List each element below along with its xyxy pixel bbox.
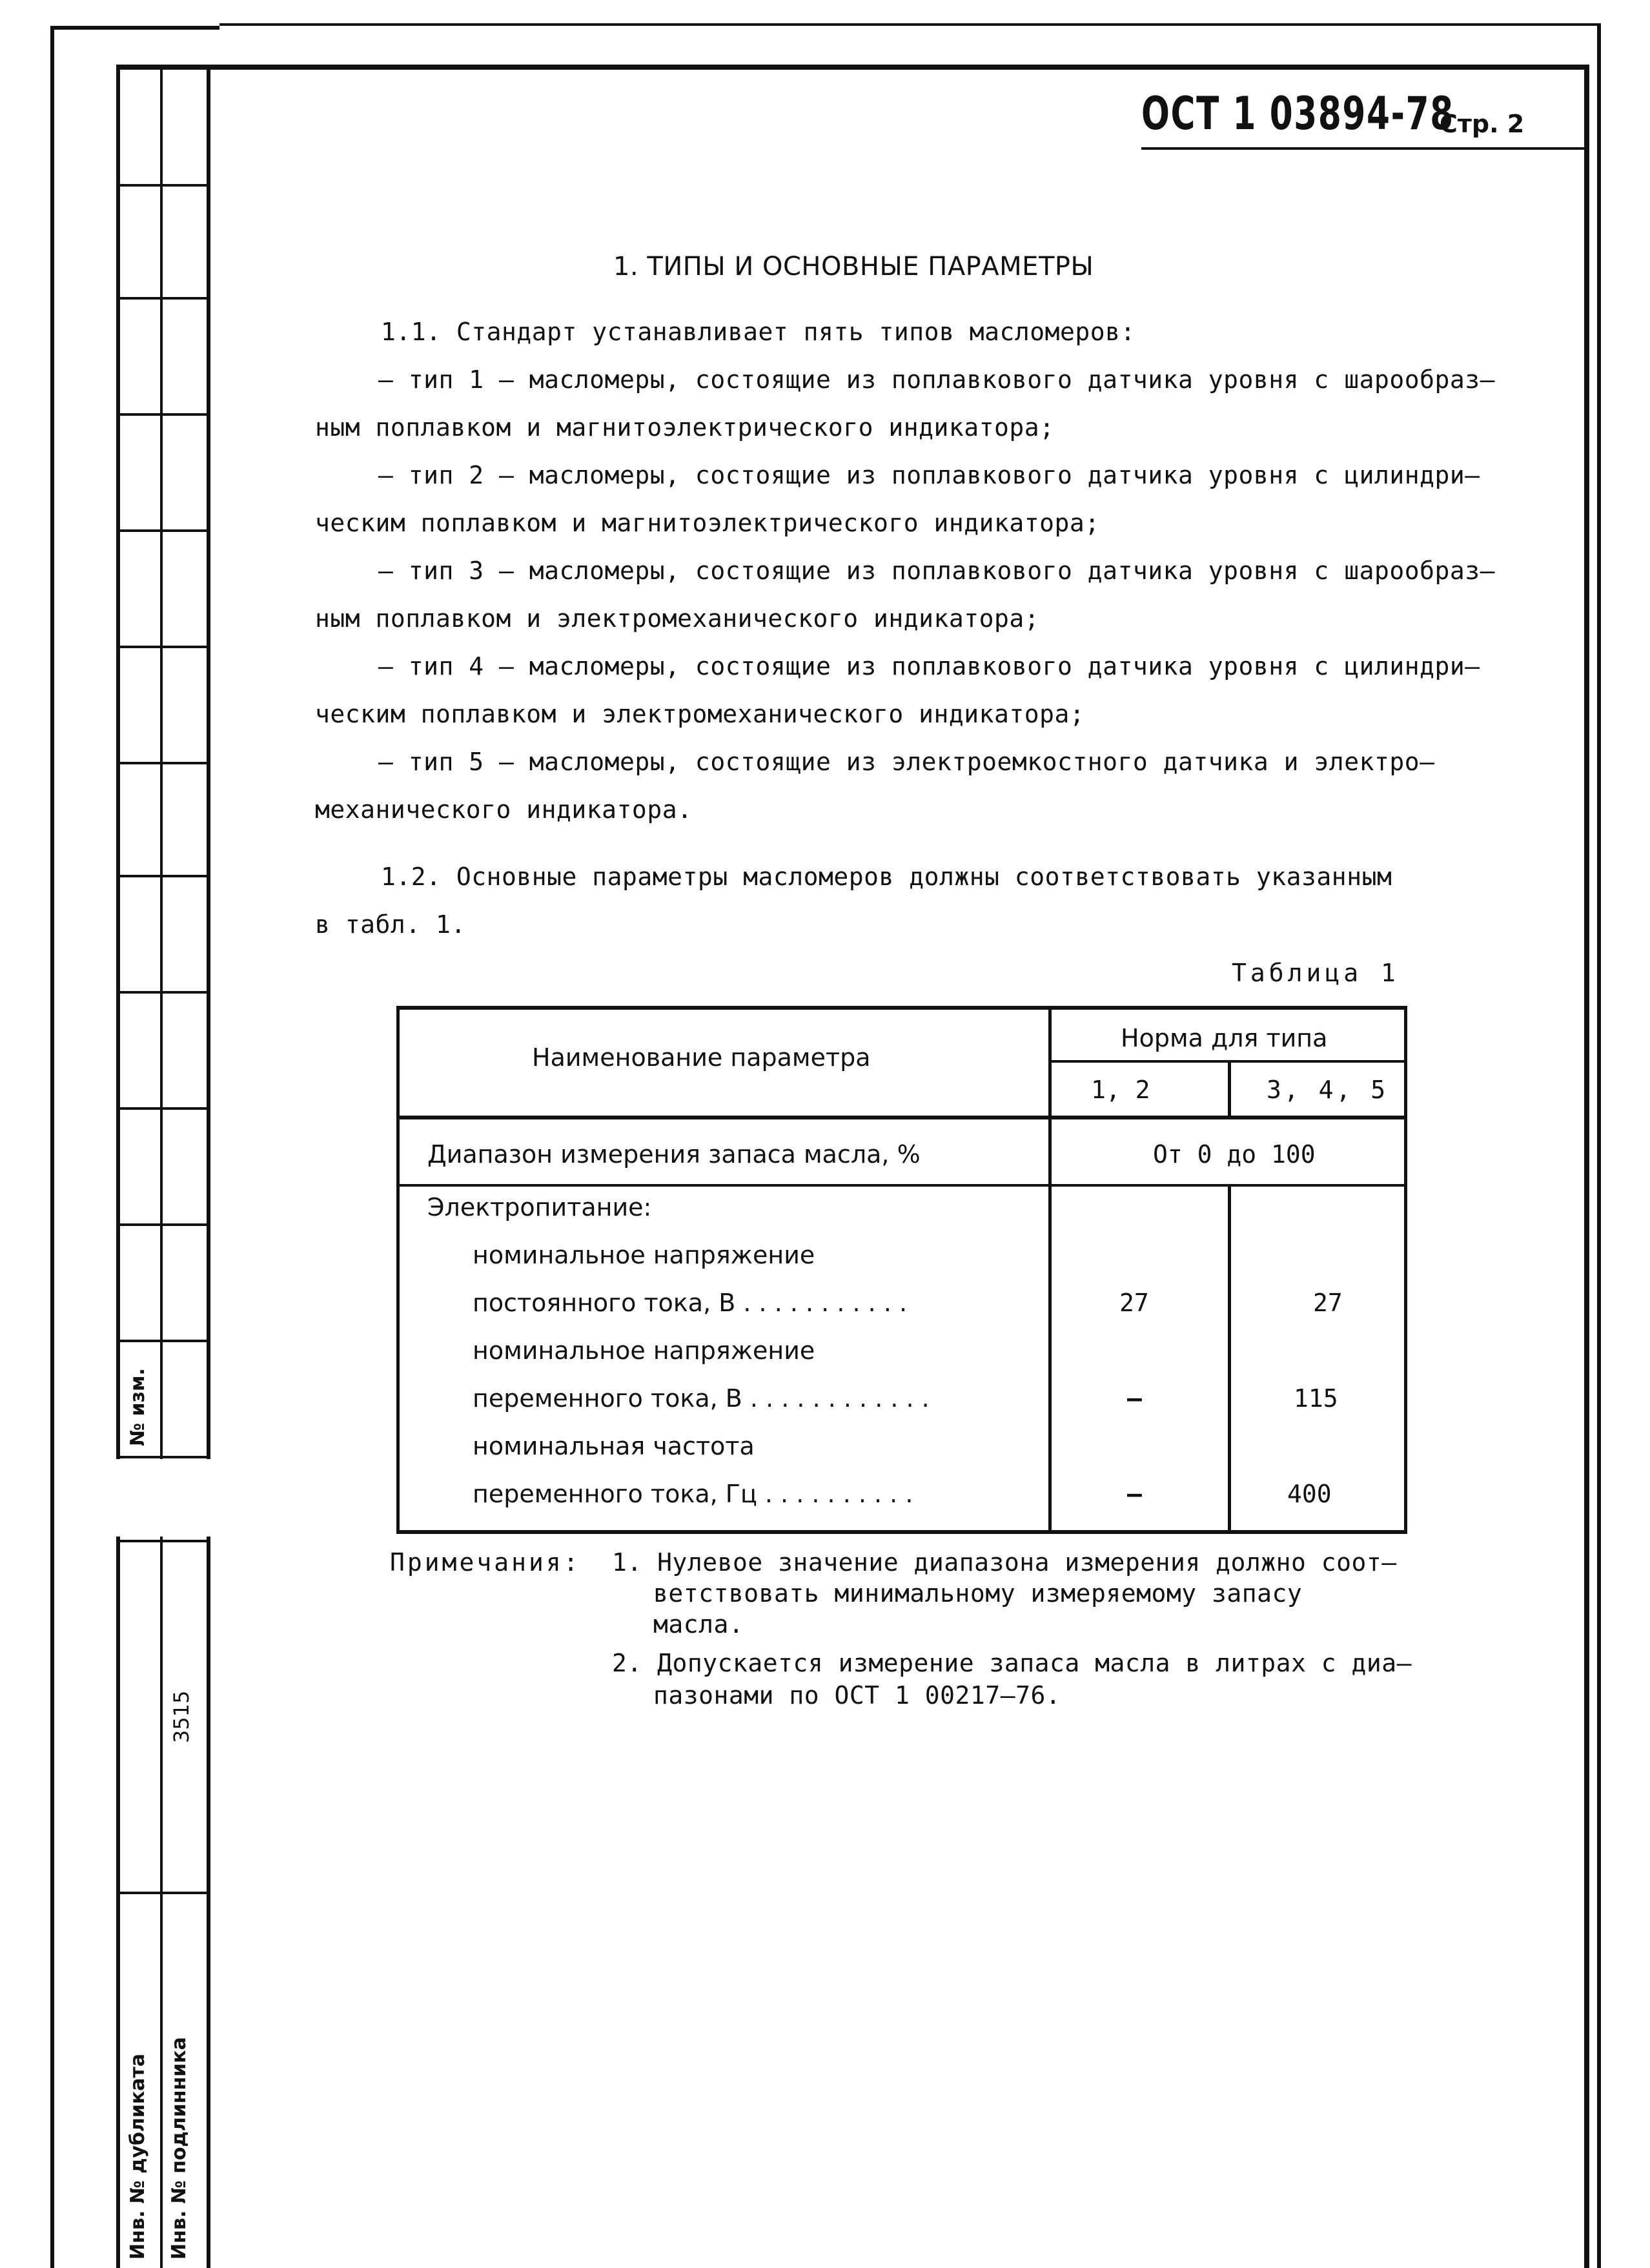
strip-column-line (160, 1537, 163, 2268)
row-range-label: Диапазон измерения запаса масла, % (427, 1140, 921, 1169)
frame-outer-top-line-2 (219, 23, 1601, 26)
strip-row-line (116, 413, 210, 416)
strip-row-line (116, 991, 210, 994)
parameters-table (396, 1006, 1407, 1534)
strip-row-line (116, 1892, 210, 1894)
paragraph-1-2-line-2: в табл. 1. (315, 910, 466, 939)
table-border-bottom (396, 1530, 1407, 1534)
strip-podlinnik-label: Инв. № подлинника (168, 2037, 190, 2260)
strip-row-line (116, 762, 210, 764)
type-5-line-1: – тип 5 – масломеры, состоящие из электроемкостного датчика и электро– (378, 748, 1435, 776)
strip-row-line (116, 1456, 210, 1458)
note-1-line-1: 1. Нулевое значение диапазона измерения должно соот– (612, 1548, 1397, 1577)
frame-outer-left-line (50, 26, 54, 2268)
header-type-3-4-5: 3, 4, 5 (1267, 1076, 1389, 1104)
header-parameter-name: Наименование параметра (532, 1043, 871, 1072)
table-col-divider (1048, 1006, 1052, 1534)
strip-row-line (116, 1107, 210, 1110)
table-type-divider-top (1228, 1060, 1231, 1117)
row-freq-value-1-2: – (1127, 1480, 1142, 1508)
table-type-divider-body (1228, 1184, 1231, 1533)
frame-outer-right-line (1597, 25, 1601, 2268)
note-2-line-1: 2. Допускается измерение запаса масла в литрах с диа– (612, 1649, 1412, 1677)
header-underline (1141, 147, 1587, 150)
page-number-label: Стр. 2 (1440, 110, 1525, 138)
type-1-line-1: – тип 1 – масломеры, состоящие из поплавкового датчика уровня с шарообраз– (378, 365, 1495, 394)
strip-row-line (116, 646, 210, 648)
frame-inner-left-line-lower (207, 1537, 210, 2268)
table-border-top (396, 1006, 1407, 1010)
row-freq-value-3-4-5: 400 (1287, 1480, 1332, 1508)
row-ac-value-1-2: – (1127, 1384, 1142, 1413)
table-row-divider (396, 1184, 1407, 1187)
type-5-line-2: механического индикатора. (315, 795, 693, 824)
header-type-1-2: 1, 2 (1091, 1076, 1150, 1104)
row-freq-label-1: номинальная частота (473, 1432, 755, 1460)
section-title: 1. ТИПЫ И ОСНОВНЫЕ ПАРАМЕТРЫ (613, 252, 1094, 281)
row-dc-label-1: номинальное напряжение (473, 1241, 815, 1269)
row-ac-label-2: переменного тока, В . . . . . . . . . . . . (473, 1384, 930, 1413)
strip-row-line (116, 1340, 210, 1342)
strip-row-line (116, 297, 210, 300)
row-range-value: От 0 до 100 (1153, 1140, 1316, 1169)
table-border-left (396, 1006, 400, 1534)
row-dc-label-2: постоянного тока, В . . . . . . . . . . . (473, 1289, 908, 1317)
strip-row-line (116, 529, 210, 532)
note-1-line-3: масла. (653, 1610, 744, 1639)
frame-inner-right-line (1584, 65, 1589, 2268)
note-1-line-2: ветствовать минимальному измеряемому запасу (653, 1579, 1303, 1608)
header-norm: Норма для типа (1121, 1024, 1328, 1052)
type-1-line-2: ным поплавком и магнитоэлектрического индикатора; (315, 413, 1055, 442)
row-ac-label-1: номинальное напряжение (473, 1336, 815, 1365)
paragraph-1-1: 1.1. Стандарт устанавливает пять типов масломеров: (381, 318, 1136, 346)
row-freq-label-2: переменного тока, Гц . . . . . . . . . . (473, 1480, 913, 1508)
type-4-line-2: ческим поплавком и электромеханического индикатора; (315, 700, 1085, 728)
type-3-line-1: – тип 3 – масломеры, состоящие из поплавкового датчика уровня с шарообраз– (378, 557, 1495, 585)
type-2-line-2: ческим поплавком и магнитоэлектрического индикатора; (315, 509, 1100, 537)
frame-outer-top-line (52, 26, 219, 30)
table-caption: Таблица 1 (1232, 959, 1400, 987)
table-header-bottom (396, 1116, 1407, 1119)
type-4-line-1: – тип 4 – масломеры, состоящие из поплавкового датчика уровня с цилиндри– (378, 652, 1480, 680)
type-2-line-1: – тип 2 – масломеры, состоящие из поплавкового датчика уровня с цилиндри– (378, 461, 1480, 489)
row-dc-value-3-4-5: 27 (1313, 1289, 1343, 1317)
type-3-line-2: ным поплавком и электромеханического индикатора; (315, 604, 1040, 633)
note-2-line-2: пазонами по ОСТ 1 00217–76. (653, 1681, 1061, 1710)
strip-row-line (116, 1223, 210, 1226)
strip-izm-label: № изм. (127, 1368, 149, 1446)
strip-dublikat-label: Инв. № дубликата (127, 2053, 149, 2260)
table-border-right (1404, 1006, 1407, 1534)
frame-inner-top-line (116, 65, 1588, 70)
document-code: ОСТ 1 03894-78 (1141, 87, 1454, 140)
strip-column-line (116, 1537, 120, 2268)
strip-row-line (116, 1540, 210, 1542)
row-ac-value-3-4-5: 115 (1294, 1384, 1338, 1413)
paragraph-1-2-line-1: 1.2. Основные параметры масломеров должны соответствовать указанным (381, 863, 1392, 891)
notes-label: Примечания: (390, 1548, 581, 1577)
strip-row-line (116, 184, 210, 187)
row-power-label: Электропитание: (427, 1193, 652, 1221)
strip-row-line (116, 875, 210, 877)
row-dc-value-1-2: 27 (1119, 1289, 1149, 1317)
strip-number: 3515 (169, 1690, 194, 1743)
